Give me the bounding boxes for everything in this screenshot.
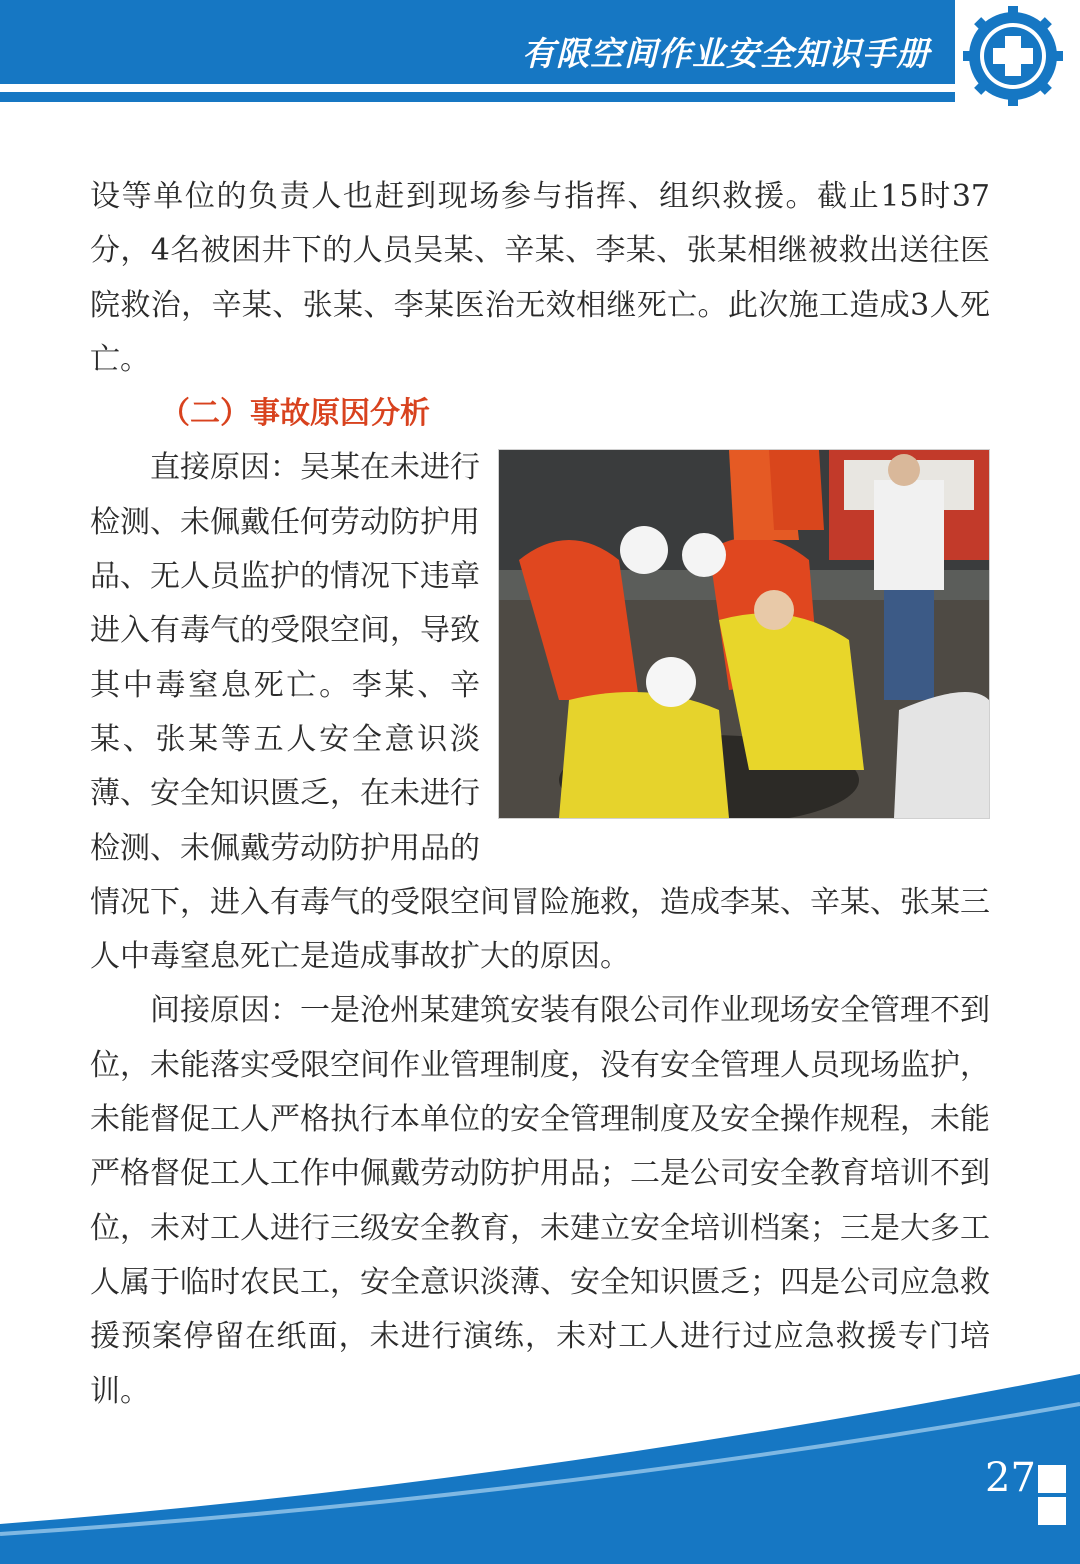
book-title: 有限空间作业安全知识手册	[522, 34, 930, 73]
corner-squares-icon	[1030, 1465, 1066, 1529]
section-heading: （二）事故原因分析	[160, 396, 430, 432]
rescue-scene-image	[499, 450, 989, 818]
logo	[955, 0, 1080, 112]
page-content	[90, 170, 990, 1419]
paragraph-indirect-cause: 间接原因：一是沧州某建筑安装有限公司作业现场安全管理不到位，未能落实受限空间作业管理制度，没有安全管理人员现场监护，未能督促工人严格执行本单位的安全管理制度及安全操作规程，未能严格督促工人工作中佩戴劳动防护用品；二是公司安全教育培训不到位，未对工人进行三级安全教育，未建立安全培训档案；三是大多工人属于临时农民工，安全意识淡薄、安全知识匮乏；四是公司应急救援预案停留在纸面，未进行演练，未对工人进行过应急救援专门培训。	[90, 993, 990, 1409]
header-rule	[0, 92, 955, 102]
rescue-photo	[498, 449, 990, 819]
page-number: 27	[985, 1455, 1036, 1501]
paragraph-rescue: 设等单位的负责人也赶到现场参与指挥、组织救援。截止15时37分，4名被困井下的人员吴某、辛某、李某、张某相继被救出送往医院救治，辛某、张某、李某医治无效相继死亡。此次施工造成3人死亡。	[90, 179, 990, 377]
footer-wave	[0, 1334, 1080, 1564]
paragraph-direct-cause: 直接原因：吴某在未进行检测、未佩戴任何劳动防护用品、无人员监护的情况下违章进入有毒气的受限空间，导致其中毒窒息死亡。李某、辛某、张某等五人安全意识淡薄、安全知识匮乏，在未进行检测、未佩戴劳动防护用品的情况下，进入有毒气的受限空间冒险施救，造成李某、辛某、张某三人中毒窒息死亡是造成事故扩大的原因。	[90, 450, 990, 975]
safety-cross-gear-icon	[963, 6, 1063, 106]
